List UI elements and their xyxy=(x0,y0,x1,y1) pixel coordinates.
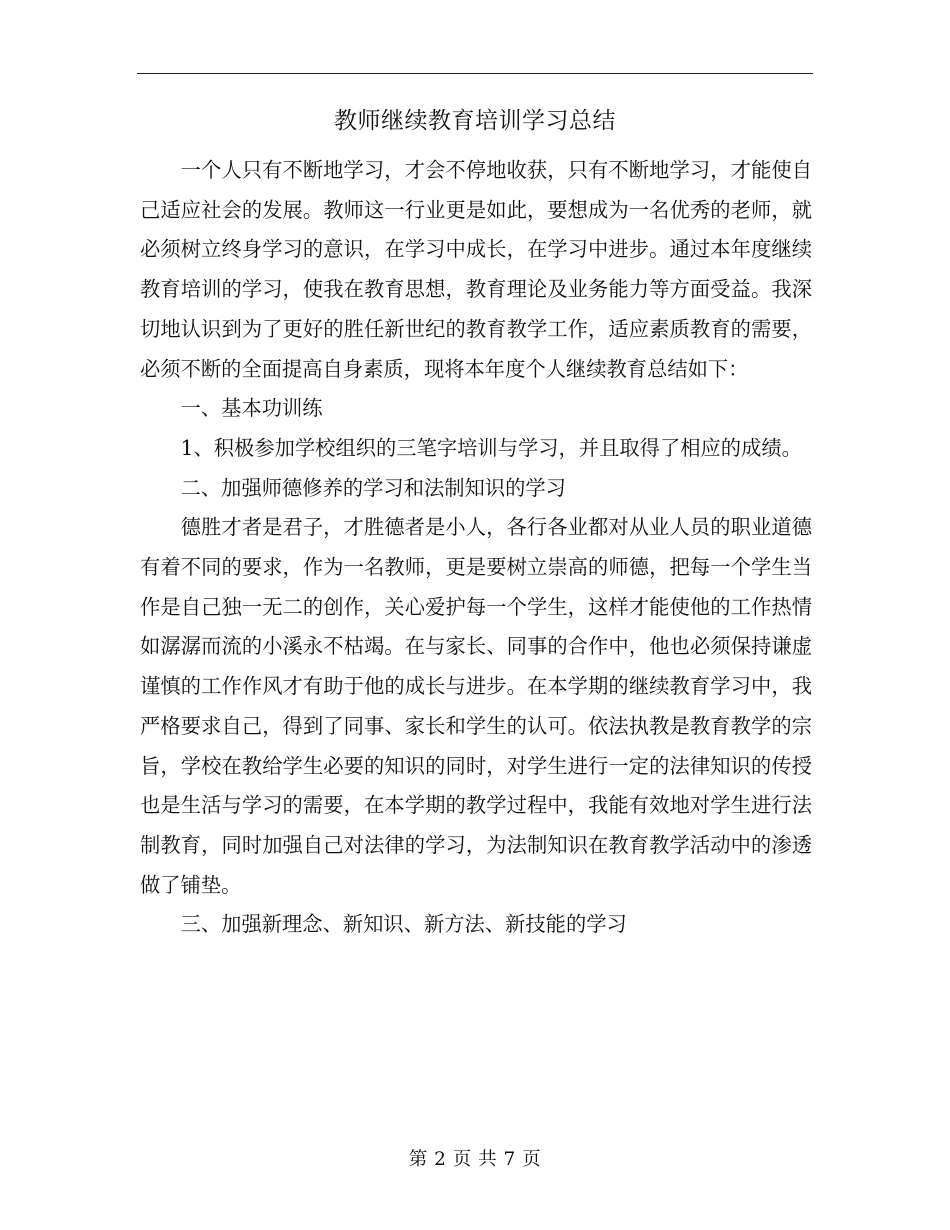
document-body xyxy=(140,151,812,945)
paragraph-ethics-law: 德胜才者是君子，才胜德者是小人，各行各业都对从业人员的职业道德有着不同的要求，作为一名教师，更是要树立崇高的师德，把每一个学生当作是自己独一无二的创作，关心爱护每一个学生，这样才能使他的工作热情如潺潺而流的小溪永不枯竭。在与家长、同事的合作中，他也必须保持谦虚谨慎的工作作风才有助于他的成长与进步。在本学期的继续教育学习中，我严格要求自己，得到了同事、家长和学生的认可。依法执教是教育教学的宗旨，学校在教给学生必要的知识的同时，对学生进行一定的法律知识的传授也是生活与学习的需要，在本学期的教学过程中，我能有效地对学生进行法制教育，同时加强自己对法律的学习，为法制知识在教育教学活动中的渗透做了铺垫。 xyxy=(140,515,812,897)
section-heading-new-concepts: 三、加强新理念、新知识、新方法、新技能的学习 xyxy=(180,912,627,937)
section-heading-basic-skills: 一、基本功训练 xyxy=(180,396,323,421)
page-footer: 第 2 页 共 7 页 xyxy=(408,1149,542,1170)
section-heading-ethics-law: 二、加强师德修养的学习和法制知识的学习 xyxy=(180,475,566,500)
document-title: 教师继续教育培训学习总结 xyxy=(334,108,616,134)
paragraph-intro: 一个人只有不断地学习，才会不停地收获，只有不断地学习，才能使自己适应社会的发展。教师这一行业更是如此，要想成为一名优秀的老师，就必须树立终身学习的意识，在学习中成长，在学习中进步。通过本年度继续教育培训的学习，使我在教育思想，教育理论及业务能力等方面受益。我深切地认识到为了更好的胜任新世纪的教育教学工作，适应素质教育的需要，必须不断的全面提高自身素质，现将本年度个人继续教育总结如下： xyxy=(140,158,812,381)
header-rule xyxy=(137,73,813,74)
paragraph-calligraphy-training: 1、积极参加学校组织的三笔字培训与学习，并且取得了相应的成绩。 xyxy=(180,435,802,460)
